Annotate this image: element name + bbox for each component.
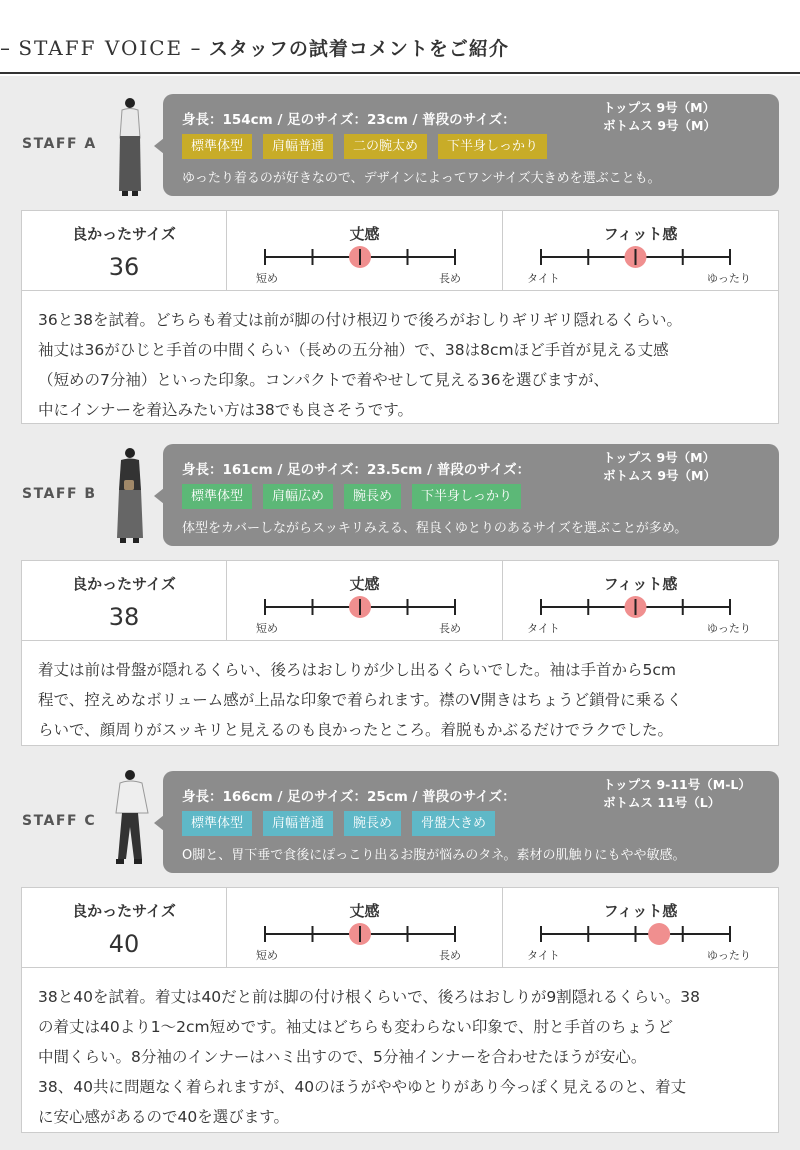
profile-info: 身長：161cm / 足のサイズ：23.5cm / 普段のサイズ： xyxy=(182,462,531,478)
body-tag: 標準体型 xyxy=(182,484,252,509)
length-max-label: 長め xyxy=(439,949,461,962)
length-min-label: 短め xyxy=(256,622,278,635)
body-tags xyxy=(182,811,495,836)
body-tag: 標準体型 xyxy=(182,811,252,836)
scale-marker xyxy=(648,923,670,945)
length-scale-graphic xyxy=(227,591,503,621)
usual-size xyxy=(603,449,716,485)
fit-scale xyxy=(503,888,778,967)
best-size-title: 良かったサイズ xyxy=(72,225,176,243)
best-size-title: 良かったサイズ xyxy=(72,575,176,593)
size-row xyxy=(22,561,778,641)
profile-info: 身長：154cm / 足のサイズ：23cm / 普段のサイズ： xyxy=(182,112,516,128)
length-min-label: 短め xyxy=(256,949,278,962)
staff-name: STAFF C xyxy=(22,813,97,829)
length-max-label: 長め xyxy=(439,622,461,635)
usual-bottoms: ボトムス 9号（M） xyxy=(603,468,716,483)
body-tag: 下半身しっかり xyxy=(438,134,547,159)
staff-a-figure xyxy=(110,96,150,204)
best-size-title: 良かったサイズ xyxy=(72,902,176,920)
header-title: – STAFF VOICE – スタッフの試着コメントをご紹介 xyxy=(0,36,509,60)
staff-name: STAFF A xyxy=(22,136,97,152)
profile-comment: O脚と、胃下垂で食後にぽっこり出るお腹が悩みのタネ。素材の肌触りにもやや敏感。 xyxy=(182,848,686,863)
length-title: 丈感 xyxy=(349,575,380,593)
body-tag: 下半身しっかり xyxy=(412,484,521,509)
body-tag: 肩幅広め xyxy=(263,484,333,509)
staff-c-size-box xyxy=(21,887,779,1133)
length-title: 丈感 xyxy=(349,225,380,243)
header-title-jp: スタッフの試着コメントをご紹介 xyxy=(208,38,509,60)
usual-size xyxy=(603,776,751,812)
length-scale-graphic xyxy=(227,241,503,271)
body-tags xyxy=(182,484,521,509)
length-scale-graphic xyxy=(227,918,503,948)
body-tag: 肩幅普通 xyxy=(263,811,333,836)
review-line: 着丈は前は骨盤が隠れるくらい、後ろはおしりが少し出るくらいでした。袖は手首から5cm xyxy=(38,661,676,679)
body-tag: 腕長め xyxy=(344,484,401,509)
review-line: （短めの7分袖）といった印象。コンパクトで着やせして見える36を選びますが、 xyxy=(38,371,610,389)
staff-b-size-box xyxy=(21,560,779,746)
review-line: 中間くらい。8分袖のインナーはハミ出すので、5分袖インナーを合わせたほうが安心。 xyxy=(38,1048,647,1066)
profile-comment: 体型をカバーしながらスッキリみえる、程良くゆとりのあるサイズを選ぶことが多め。 xyxy=(182,521,688,536)
header-title-en: STAFF VOICE xyxy=(18,36,184,60)
fit-scale-graphic xyxy=(503,918,778,948)
body-tag: 腕長め xyxy=(344,811,401,836)
body-tag: 二の腕太め xyxy=(344,134,427,159)
review-line: 程で、控えめなボリューム感が上品な印象で着られます。襟のV開きはちょうど鎖骨に乗るく xyxy=(38,691,683,709)
staff-b-review xyxy=(22,641,778,755)
staff-c-review xyxy=(22,968,778,1142)
staff-a-profile xyxy=(163,94,779,196)
fit-scale-graphic xyxy=(503,591,778,621)
fit-min-label: タイト xyxy=(527,622,560,635)
fit-title: フィット感 xyxy=(603,225,678,243)
length-title: 丈感 xyxy=(349,902,380,920)
staff-b-figure xyxy=(108,446,152,550)
length-min-label: 短め xyxy=(256,272,278,285)
staff-name: STAFF B xyxy=(22,486,97,502)
fit-scale xyxy=(503,561,778,640)
fit-scale-graphic xyxy=(503,241,778,271)
usual-tops: トップス 9号（M） xyxy=(603,450,716,465)
fit-title: フィット感 xyxy=(603,902,678,920)
best-size-cell xyxy=(22,211,227,290)
body-tag: 骨盤大きめ xyxy=(412,811,495,836)
review-line: 中にインナーを着込みたい方は38でも良さそうです。 xyxy=(38,401,413,419)
review-line: の着丈は40より1〜2cm短めです。袖丈はどちらも変わらない印象で、肘と手首のちょうど xyxy=(38,1018,674,1036)
profile-info: 身長：166cm / 足のサイズ：25cm / 普段のサイズ： xyxy=(182,789,516,805)
review-line: 袖丈は36がひじと手首の中間くらい（長めの五分袖）で、38は8cmほど手首が見える丈感 xyxy=(38,341,669,359)
staff-b-profile xyxy=(163,444,779,546)
review-line: に安心感があるので40を選びます。 xyxy=(38,1108,289,1126)
length-scale xyxy=(227,888,503,967)
fit-scale xyxy=(503,211,778,290)
fit-title: フィット感 xyxy=(603,575,678,593)
length-max-label: 長め xyxy=(439,272,461,285)
staff-c-profile xyxy=(163,771,779,873)
fit-max-label: ゆったり xyxy=(707,949,751,962)
review-line: 38と40を試着。着丈は40だと前は脚の付け根くらいで、後ろはおしりが9割隠れるくらい。38 xyxy=(38,988,700,1006)
review-line: 36と38を試着。どちらも着丈は前が脚の付け根辺りで後ろがおしりギリギリ隠れるくらい。 xyxy=(38,311,682,329)
usual-bottoms: ボトムス 9号（M） xyxy=(603,118,716,133)
best-size-value: 40 xyxy=(108,930,140,958)
usual-bottoms: ボトムス 11号（L） xyxy=(603,795,721,810)
best-size-cell xyxy=(22,888,227,967)
staff-a-size-box xyxy=(21,210,779,424)
fit-max-label: ゆったり xyxy=(707,272,751,285)
length-scale xyxy=(227,211,503,290)
review-line: らいで、顔周りがスッキリと見えるのも良かったところ。着脱もかぶるだけでラクでした。 xyxy=(38,721,674,739)
fit-max-label: ゆったり xyxy=(707,622,751,635)
size-row xyxy=(22,211,778,291)
best-size-cell xyxy=(22,561,227,640)
fit-min-label: タイト xyxy=(527,949,560,962)
body-tags xyxy=(182,134,547,159)
review-line: 38、40共に問題なく着られますが、40のほうがややゆとりがあり今っぽく見えるのと、着丈 xyxy=(38,1078,687,1096)
body-tag: 肩幅普通 xyxy=(263,134,333,159)
section-header xyxy=(0,0,800,74)
usual-size xyxy=(603,99,716,135)
body-tag: 標準体型 xyxy=(182,134,252,159)
length-scale xyxy=(227,561,503,640)
usual-tops: トップス 9号（M） xyxy=(603,100,716,115)
staff-a-review xyxy=(22,291,778,435)
staff-c-figure xyxy=(104,765,160,875)
best-size-value: 38 xyxy=(108,603,140,631)
size-row xyxy=(22,888,778,968)
profile-comment: ゆったり着るのが好きなので、デザインによってワンサイズ大きめを選ぶことも。 xyxy=(182,171,661,186)
usual-tops: トップス 9-11号（M-L） xyxy=(603,777,751,792)
fit-min-label: タイト xyxy=(527,272,560,285)
best-size-value: 36 xyxy=(108,253,140,281)
